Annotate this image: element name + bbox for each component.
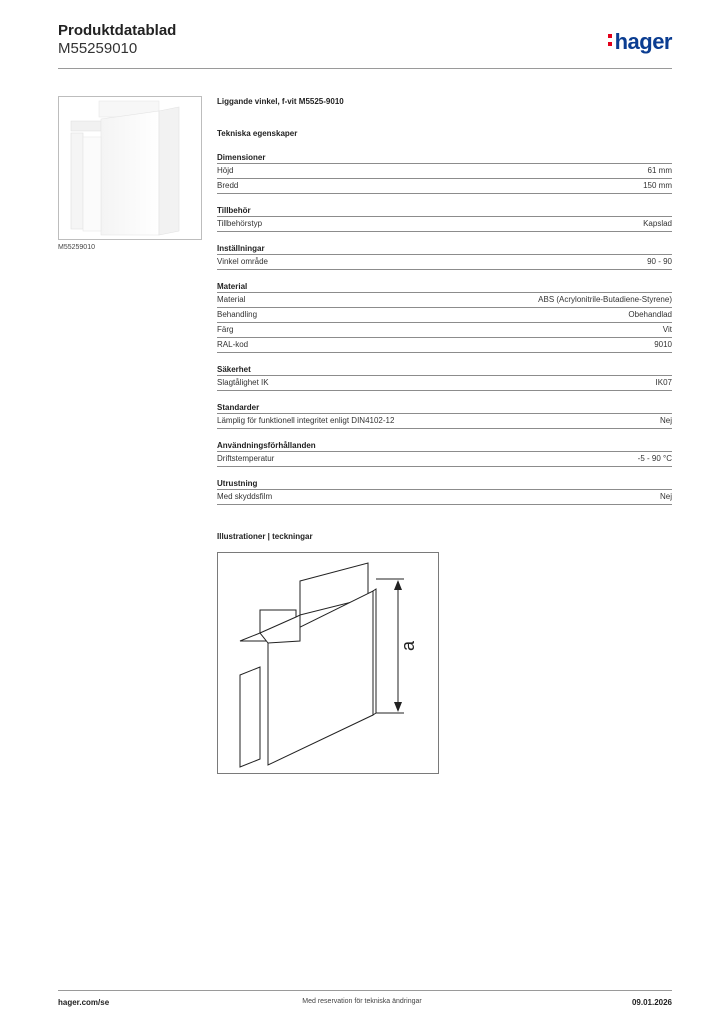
spec-group <box>217 365 672 391</box>
spec-row <box>217 338 672 353</box>
product-number: M55259010 <box>58 40 138 57</box>
spec-value: Nej <box>659 492 672 501</box>
spec-group-title: Tillbehör <box>217 206 672 217</box>
spec-row <box>217 490 672 505</box>
spec-value: Obehandlad <box>628 310 672 319</box>
spec-value: Vit <box>662 325 672 334</box>
spec-row <box>217 323 672 338</box>
spec-label: Driftstemperatur <box>217 454 275 463</box>
spec-group <box>217 206 672 232</box>
spec-row <box>217 255 672 270</box>
product-image <box>58 96 202 240</box>
spec-group-title: Användningsförhållanden <box>217 441 672 452</box>
spec-row <box>217 164 672 179</box>
spec-row <box>217 217 672 232</box>
spec-label: Slagtålighet IK <box>217 378 269 387</box>
spec-group-title: Inställningar <box>217 244 672 255</box>
spec-group <box>217 441 672 467</box>
spec-value: 61 mm <box>647 166 672 175</box>
spec-value: IK07 <box>655 378 672 387</box>
header-divider <box>58 68 672 69</box>
spec-value: 150 mm <box>643 181 672 190</box>
angle-drawing-icon <box>218 553 438 773</box>
footer-divider <box>58 990 672 991</box>
spec-label: Material <box>217 295 246 304</box>
spec-label: Behandling <box>217 310 258 319</box>
spec-groups <box>217 153 672 505</box>
section-heading: Tekniska egenskaper <box>217 129 298 138</box>
spec-group <box>217 282 672 353</box>
footer-disclaimer: Med reservation för tekniska ändringar <box>302 998 422 1005</box>
specifications <box>217 97 672 505</box>
spec-value: Nej <box>659 416 672 425</box>
spec-group-title: Standarder <box>217 403 672 414</box>
spec-group-title: Material <box>217 282 672 293</box>
spec-row <box>217 293 672 308</box>
spec-value: -5 - 90 °C <box>637 454 672 463</box>
spec-label: RAL-kod <box>217 340 249 349</box>
spec-group <box>217 479 672 505</box>
spec-label: Höjd <box>217 166 234 175</box>
spec-group <box>217 153 672 194</box>
spec-group-title: Utrustning <box>217 479 672 490</box>
spec-label: Vinkel område <box>217 257 268 266</box>
spec-value: 90 - 90 <box>647 257 672 266</box>
spec-label: Färg <box>217 325 234 334</box>
footer-website-link[interactable]: hager.com/se <box>58 998 110 1007</box>
document-title: Produktdatablad <box>58 22 177 39</box>
spec-label: Lämplig för funktionell integritet enligt DIN4102-12 <box>217 416 395 425</box>
spec-group <box>217 403 672 429</box>
product-photo-icon <box>59 97 201 239</box>
hager-logo[interactable] <box>608 29 672 55</box>
page-header <box>58 22 672 68</box>
spec-group-title: Säkerhet <box>217 365 672 376</box>
spec-row <box>217 376 672 391</box>
spec-row <box>217 414 672 429</box>
spec-label: Med skyddsfilm <box>217 492 273 501</box>
logo-text: hager <box>614 29 672 54</box>
spec-label: Tillbehörstyp <box>217 219 263 228</box>
spec-row <box>217 308 672 323</box>
spec-group-title: Dimensioner <box>217 153 672 164</box>
image-caption: M55259010 <box>58 244 95 251</box>
spec-row <box>217 452 672 467</box>
technical-drawing <box>217 552 439 774</box>
footer-date: 09.01.2026 <box>631 998 672 1007</box>
illustrations-title: Illustrationer | teckningar <box>217 532 313 541</box>
spec-value: Kapslad <box>643 219 672 228</box>
spec-label: Bredd <box>217 181 239 190</box>
dimension-label-a: a <box>398 640 418 652</box>
spec-group <box>217 244 672 270</box>
logo-dots-icon <box>608 34 613 50</box>
product-name: Liggande vinkel, f-vit M5525-9010 <box>217 97 344 106</box>
spec-value: ABS (Acrylonitrile-Butadiene-Styrene) <box>538 295 672 304</box>
spec-value: 9010 <box>654 340 672 349</box>
spec-row <box>217 179 672 194</box>
